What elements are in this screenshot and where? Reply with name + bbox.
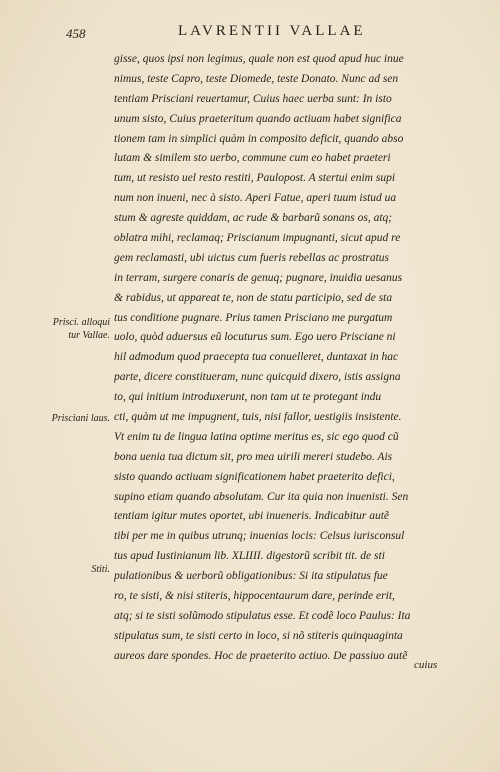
text-line: in terram, surgere conaris de genuq; pugnare, inuidia uesanus xyxy=(114,271,403,284)
text-line: tus apud Iustinianum lib. XLIIII. digestorũ scribit tit. de sti xyxy=(114,550,385,563)
text-line: & rabidus, ut appareat te, non de statu participio, sed de sta xyxy=(114,291,393,304)
text-line: gisse, quos ipsi non legimus, quale non est quod apud huc inue xyxy=(114,53,404,65)
text-line: cti, quàm ut me impugnent, tuis, nisi fallor, uestigiis insistente. xyxy=(114,411,402,424)
text-line: uolo, quòd aduersus eũ locuturus sum. Ego uero Prisciane ni xyxy=(114,331,396,344)
text-line: tus conditione pugnare. Prius tamen Prisciano me purgatum xyxy=(114,311,393,324)
text-line: tentiam Prisciani reuertamur, Cuius haec uerba sunt: In isto xyxy=(114,92,392,105)
text-line: hil admodum quod praecepta tua conuelleret, duntaxat in hac xyxy=(114,351,399,364)
text-line: tionem tam in simplici quàm in composito deficit, quando abso xyxy=(114,132,404,145)
margin-note-line: Prisci. alloqui xyxy=(52,317,110,328)
text-line: bona uenia tua dictum sit, pro mea uirili mereri studebo. Ais xyxy=(114,450,393,463)
text-line: parte, dicere constitueram, nunc quicquid dixero, istis assigna xyxy=(114,371,401,384)
page-number: 458 xyxy=(66,26,86,41)
text-line: tentiam igitur mutes oportet, ubi inueneris. Indicabitur autẽ xyxy=(114,510,390,523)
text-line: ro, te sisti, & nisi stiteris, hippocentaurum dare, perinde erit, xyxy=(114,590,395,603)
text-line: tibi per me in quibus utrunq; inuenias locis: Celsus iurisconsul xyxy=(114,530,405,543)
text-line: supino etiam quando absolutam. Cur ita quia non inuenisti. Sen xyxy=(114,490,409,503)
margin-note-line: tur Vallae. xyxy=(68,330,110,341)
text-line: oblatra mihi, reclamaq; Priscianum impugnanti, sicut apud re xyxy=(114,232,401,245)
page-header xyxy=(0,22,500,48)
text-line: sisto quando actiuam significationem habet praeterito defici, xyxy=(114,470,395,483)
text-line: atq; si te sisti solũmodo stipulatus esse. Et codẽ loco Paulus: Ita xyxy=(114,609,411,622)
text-line: to, qui initium introduxerunt, non tam ut te protegant indu xyxy=(114,391,382,404)
text-line: tum, ut resisto uel resto restiti, Paulopost. A stertui enim supi xyxy=(114,172,396,185)
text-line: aureos dare spondes. Hoc de praeterito actiuo. De passiuo autẽ xyxy=(114,649,408,662)
margin-note-prisci-alloquitur xyxy=(20,316,110,342)
text-line: Vt enim tu de lingua latina optime meritus es, sic ego quod cũ xyxy=(114,430,399,443)
text-line: lutam & similem sto uerbo, commune cum eo habet praeteri xyxy=(114,152,391,165)
running-title: LAVRENTII VALLAE xyxy=(178,23,366,39)
text-line: nimus, teste Capro, teste Diomede, teste Donato. Nunc ad sen xyxy=(114,72,399,85)
text-line: stipulatus sum, te sisti certo in loco, si nõ stiteris quinquaginta xyxy=(114,629,403,642)
margin-note-stiti: Stiti. xyxy=(91,564,110,575)
text-line: unum sisto, Cuius praeteritum quando actiuam habet significa xyxy=(114,112,402,125)
margin-note-prisciani-laus: Prisciani laus. xyxy=(51,413,110,424)
text-line: stum & agreste quiddam, ac rude & barbarũ sonans os, atq; xyxy=(114,212,393,225)
catchword: cuius xyxy=(414,659,438,671)
text-line: num non inueni, nec à sisto. Aperi Fatue, aperi tuum istud ua xyxy=(114,192,397,205)
body-text xyxy=(114,50,454,667)
text-line: gem reclamasti, ubi uictus cum fueris rebellas ac prostratus xyxy=(114,251,390,264)
text-line: pulationibus & uerborũ obligationibus: Si ita stipulatus fue xyxy=(114,570,388,583)
